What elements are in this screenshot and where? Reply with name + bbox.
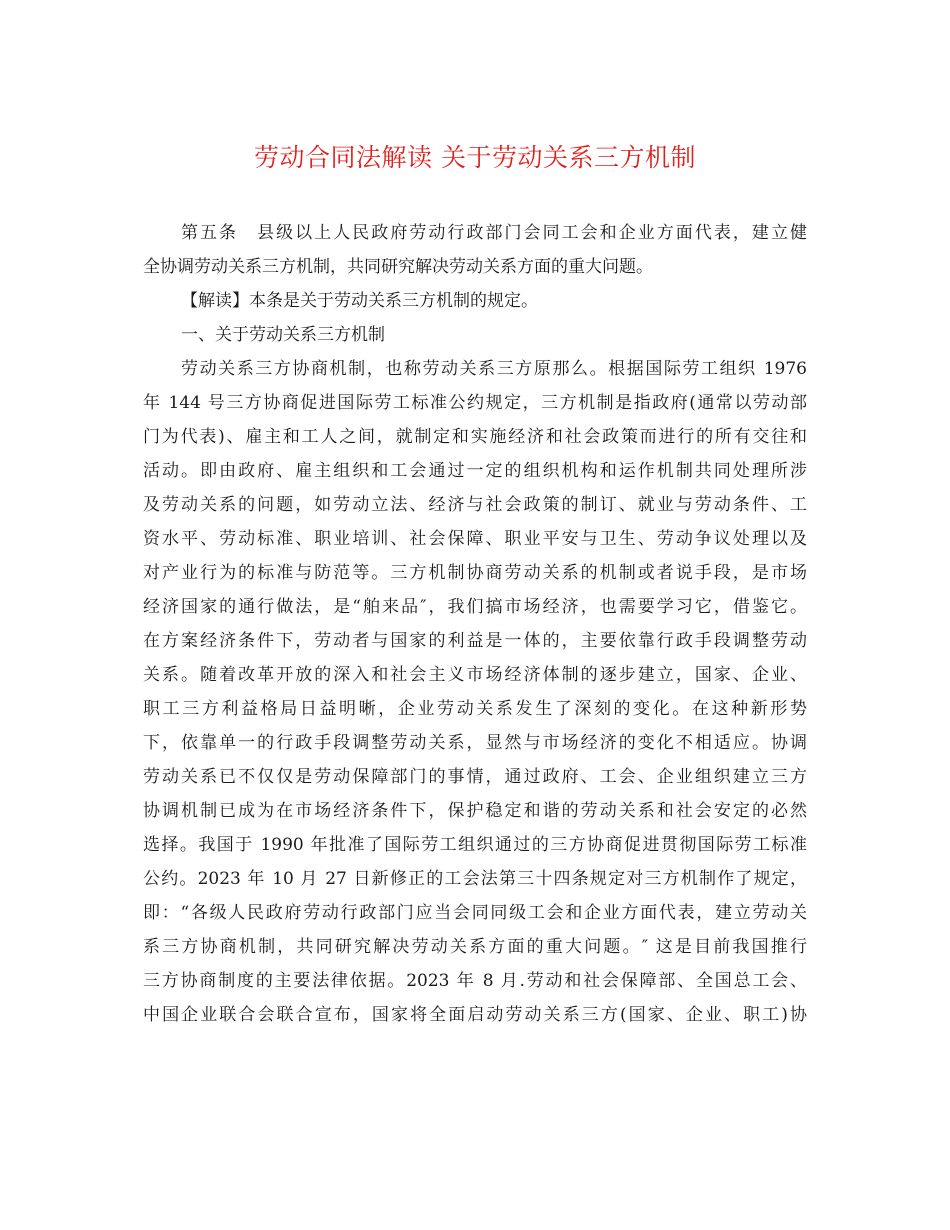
text-line: 资水平、劳动标准、职业培训、社会保障、职业平安与卫生、劳动争议处理以及: [143, 529, 807, 549]
text-line: 职工三方利益格局日益明晰，企业劳动关系发生了深刻的变化。在这种新形势: [143, 699, 807, 719]
document-body: [143, 216, 807, 1032]
text-line: 即：“各级人民政府劳动行政部门应当会同同级工会和企业方面代表，建立劳动关: [143, 903, 807, 923]
text-line: 一、关于劳动关系三方机制: [181, 325, 385, 345]
text-line: 年 144 号三方协商促进国际劳工标准公约规定，三方机制是指政府(通常以劳动部: [143, 393, 807, 413]
text-line: 关系。随着改革开放的深入和社会主义市场经济体制的逐步建立，国家、企业、: [143, 665, 807, 685]
document-title: 劳动合同法解读 关于劳动关系三方机制: [254, 143, 696, 172]
text-line: 协调机制已成为在市场经济条件下，保护稳定和谐的劳动关系和社会安定的必然: [143, 801, 807, 821]
text-line: 【解读】本条是关于劳动关系三方机制的规定。: [181, 291, 538, 311]
interpretation-paragraph: [143, 284, 807, 318]
text-line: 选择。我国于 1990 年批准了国际劳工组织通过的三方协商促进贯彻国际劳工标准: [143, 835, 807, 855]
text-line: 下，依靠单一的行政手段调整劳动关系，显然与市场经济的变化不相适应。协调: [143, 733, 807, 753]
text-line: 中国企业联合会联合宣布，国家将全面启动劳动关系三方(国家、企业、职工)协: [143, 1005, 807, 1025]
article-paragraph: [143, 216, 807, 284]
text-line: 公约。2023 年 10 月 27 日新修正的工会法第三十四条规定对三方机制作了规定，: [143, 869, 807, 889]
text-line: 经济国家的通行做法，是“舶来品″，我们搞市场经济，也需要学习它，借鉴它。: [143, 597, 807, 617]
text-line: 第五条 县级以上人民政府劳动行政部门会同工会和企业方面代表，建立健: [181, 223, 807, 243]
text-line: 劳动关系三方协商机制，也称劳动关系三方原那么。根据国际劳工组织 1976: [181, 359, 807, 379]
text-line: 活动。即由政府、雇主组织和工会通过一定的组织机构和运作机制共同处理所涉: [143, 461, 807, 481]
text-line: 劳动关系已不仅仅是劳动保障部门的事情，通过政府、工会、企业组织建立三方: [143, 767, 807, 787]
body-paragraph: [143, 352, 807, 1032]
text-line: 在方案经济条件下，劳动者与国家的利益是一体的，主要依靠行政手段调整劳动: [143, 631, 807, 651]
text-line: 系三方协商机制，共同研究解决劳动关系方面的重大问题。″ 这是目前我国推行: [143, 937, 807, 957]
text-line: 对产业行为的标准与防范等。三方机制协商劳动关系的机制或者说手段，是市场: [143, 563, 807, 583]
text-line: 及劳动关系的问题，如劳动立法、经济与社会政策的制订、就业与劳动条件、工: [143, 495, 807, 515]
text-line: 三方协商制度的主要法律依据。2023 年 8 月.劳动和社会保障部、全国总工会、: [143, 971, 807, 991]
text-line: 全协调劳动关系三方机制，共同研究解决劳动关系方面的重大问题。: [143, 257, 653, 277]
text-line: 门为代表)、雇主和工人之间，就制定和实施经济和社会政策而进行的所有交往和: [143, 427, 807, 447]
section-heading: [143, 318, 807, 352]
